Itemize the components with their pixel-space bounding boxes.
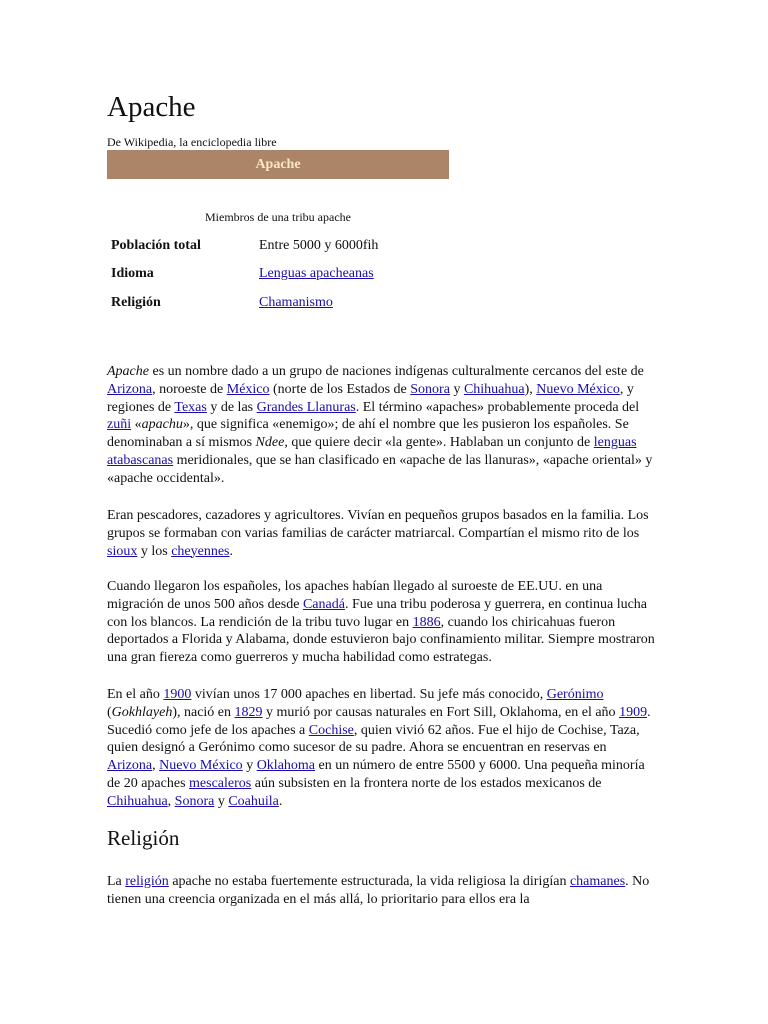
text-run: ), [524,381,537,397]
page-subtitle: De Wikipedia, la enciclopedia libre [107,135,277,149]
infobox-header: Apache [107,150,449,179]
infobox-label: Población total [111,238,201,253]
inline-link[interactable]: 1829 [234,704,263,720]
language-link[interactable]: Lenguas apacheanas [259,266,374,281]
inline-link[interactable]: zuñi [107,417,132,433]
inline-link[interactable]: cheyennes [171,543,230,559]
inline-link[interactable]: Canadá [302,596,345,612]
text-run: (norte de los Estados de [269,381,411,397]
text-run: , [152,758,160,774]
religion-link[interactable]: Chamanismo [259,295,333,310]
inline-link[interactable]: Texas [174,399,207,415]
text-run: y [449,381,464,397]
section-heading-religion: Religión [107,826,180,850]
text-run: es un nombre dado a un grupo de naciones indígenas culturalmente cercanos del este de [148,364,644,379]
italic-text: apachu [141,417,183,433]
text-run: apache no estaba fuertemente estructurada, la vida religiosa la dirigían [168,874,570,889]
text-run: . [278,793,283,809]
inline-link[interactable]: Nuevo México [159,758,243,774]
infobox-caption: Miembros de una tribu apache [205,210,351,224]
text-run: « [131,417,142,433]
infobox-value: Entre 5000 y 6000fih [259,238,379,253]
inline-link[interactable]: mescaleros [189,775,252,791]
text-run: ( [107,704,112,720]
inline-link[interactable]: 1909 [619,704,648,720]
text-run: En el año [107,687,164,702]
paragraph-history [107,578,655,667]
text-run: Cuando llegaron los españoles, los apaches habían llegado al suroeste de EE.UU. en una migración de unos 500 años desde [107,579,603,612]
italic-text: Gokhlayeh [111,704,173,720]
text-run: , y regiones de [107,381,634,415]
inline-link[interactable]: 1886 [412,614,441,630]
inline-link[interactable]: lenguas atabascanas [107,435,637,468]
inline-link[interactable]: Coahuila [228,793,279,809]
text-run: vivían unos 17 000 apaches en libertad. Su jefe más conocido, [191,687,547,702]
infobox-label: Idioma [111,266,154,281]
text-run: , [167,793,175,809]
text-run: . [229,543,233,559]
inline-link[interactable]: Chihuahua [107,793,168,809]
text-run: . No tienen una creencia organizada en el más allá, lo prioritario para ellos era la [107,874,650,907]
text-run: . El término «apaches» probablemente proceda del [355,399,640,415]
inline-link[interactable]: chamanes [569,874,626,889]
inline-link[interactable]: Arizona [107,758,153,774]
inline-link[interactable]: religión [125,874,169,889]
text-run: Eran pescadores, cazadores y agricultores. Vivían en pequeños grupos basados en la familia. Los grupos se formaban con varias familias de carácter matriarcal. Compartían el mismo rito de los [107,508,649,541]
inline-link[interactable]: Sonora [410,381,450,397]
text-run: », que significa «enemigo»; de ahí el nombre que les pusieron los españoles. Se denominaban a sí mismos [107,417,629,451]
paragraph-present [107,686,655,811]
text-run: , noroeste de [152,381,227,397]
text-run: aún subsisten en la frontera norte de los estados mexicanos de [251,775,602,791]
text-run: . Sucedió como jefe de los apaches a [107,704,651,738]
inline-link[interactable]: sioux [107,543,138,559]
text-run: , que quiere decir «la gente». Hablaban un conjunto de [284,435,594,451]
text-run: . Fue una tribu poderosa y guerrera, en continua lucha con los blancos. La rendición de la tribu tuvo lugar en [107,596,648,630]
paragraph-religion [107,873,655,909]
text-run: La [107,874,126,889]
inline-link[interactable]: Oklahoma [256,758,316,774]
text-run: y murió por causas naturales en Fort Sill, Oklahoma, en el año [262,704,620,720]
infobox-label: Religión [111,295,161,310]
inline-link[interactable]: México [226,381,270,397]
text-run: meridionales, que se han clasificado en «apache de las llanuras», «apache oriental» y «apache occidental». [107,452,653,486]
text-run: y los [137,543,172,559]
paragraph-intro [107,363,655,488]
text-run: y [214,793,229,809]
italic-text: Apache [107,364,149,379]
text-run: en un número de entre 5500 y 6000. Una pequeña minoría de 20 apaches [107,758,645,791]
text-run: ), nació en [172,704,235,720]
inline-link[interactable]: Gerónimo [546,687,604,702]
text-run: y [242,758,257,774]
inline-link[interactable]: Chihuahua [463,381,525,397]
italic-text: Ndee [255,435,285,451]
inline-link[interactable]: Nuevo México [536,381,620,397]
inline-link[interactable]: Sonora [174,793,215,809]
inline-link[interactable]: 1900 [163,687,192,702]
inline-link[interactable]: Arizona [107,381,153,397]
text-run: , cuando los chiricahuas fueron deportados a Florida y Alabama, donde estuvieron bajo confinamiento militar. Siempre mostraron una gran fiereza como guerreros y mucha habilidad como estrategas. [107,614,655,666]
text-run: , quien vivió 62 años. Fue el hijo de Cochise, Taza, quien designó a Gerónimo como sucesor de su padre. Ahora se encuentran en reservas en [107,722,640,756]
inline-link[interactable]: Cochise [308,722,354,738]
text-run: y de las [206,399,257,415]
paragraph-lifestyle [107,507,655,560]
page-title: Apache [107,91,196,123]
inline-link[interactable]: Grandes Llanuras [256,399,356,415]
